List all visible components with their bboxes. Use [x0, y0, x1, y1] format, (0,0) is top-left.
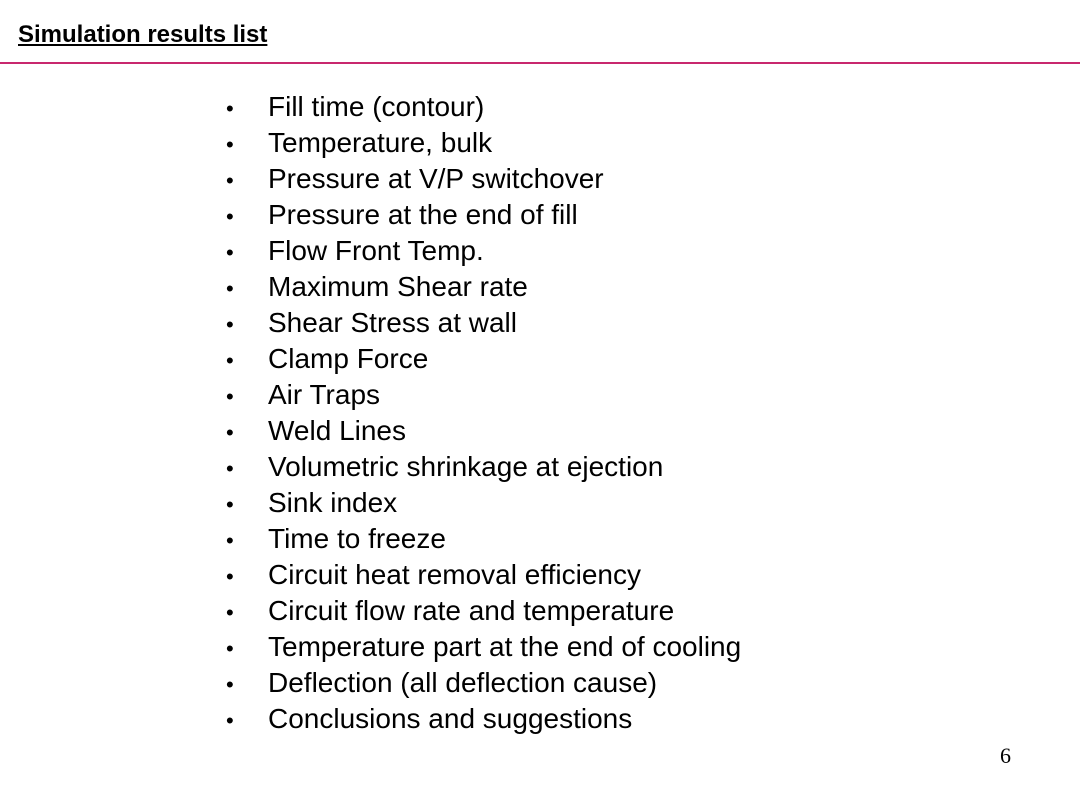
bullet-icon: • [226, 564, 234, 589]
list-item [226, 449, 741, 485]
list-item [226, 701, 741, 737]
bullet-icon: • [226, 672, 234, 697]
list-item-label: Weld Lines [268, 415, 407, 446]
slide-title: Simulation results list [18, 21, 268, 48]
bullet-icon: • [226, 240, 234, 265]
list-item-label: Temperature, bulk [268, 127, 493, 158]
bullet-icon: • [226, 348, 234, 373]
bullet-icon: • [226, 132, 234, 157]
bullet-icon: • [226, 384, 234, 409]
list-item-label: Circuit heat removal efficiency [268, 559, 641, 590]
list-item-label: Fill time (contour) [268, 91, 485, 122]
bullet-icon: • [226, 708, 234, 733]
list-item [226, 557, 741, 593]
list-item-label: Sink index [268, 487, 398, 518]
list-item-label: Pressure at V/P switchover [268, 163, 604, 194]
bullet-icon: • [226, 96, 234, 121]
list-item-label: Maximum Shear rate [268, 271, 528, 302]
bullet-icon: • [226, 456, 234, 481]
bullet-icon: • [226, 420, 234, 445]
list-item [226, 593, 741, 629]
list-item [226, 377, 741, 413]
list-item-label: Time to freeze [268, 523, 446, 554]
bullet-icon: • [226, 168, 234, 193]
list-item [226, 485, 741, 521]
list-item [226, 305, 741, 341]
list-item-label: Conclusions and suggestions [268, 703, 633, 734]
list-item [226, 629, 741, 665]
list-item-label: Pressure at the end of fill [268, 199, 578, 230]
list-item-label: Air Traps [268, 379, 381, 410]
bullet-icon: • [226, 636, 234, 661]
list-item [226, 413, 741, 449]
bullet-icon: • [226, 204, 234, 229]
list-item [226, 161, 741, 197]
list-item [226, 89, 741, 125]
list-item [226, 197, 741, 233]
bullet-icon: • [226, 312, 234, 337]
list-item-label: Deflection (all deflection cause) [268, 667, 658, 698]
bullet-icon: • [226, 528, 234, 553]
list-item [226, 233, 741, 269]
list-item-label: Clamp Force [268, 343, 429, 374]
bullet-icon: • [226, 492, 234, 517]
list-item-label: Circuit flow rate and temperature [268, 595, 675, 626]
list-item [226, 125, 741, 161]
list-item [226, 665, 741, 701]
results-list [226, 89, 741, 737]
bullet-icon: • [226, 600, 234, 625]
list-item-label: Shear Stress at wall [268, 307, 517, 338]
list-item [226, 521, 741, 557]
list-item [226, 341, 741, 377]
page-number: 6 [1000, 743, 1011, 768]
title-divider [0, 62, 1080, 64]
list-item-label: Volumetric shrinkage at ejection [268, 451, 664, 482]
list-item-label: Flow Front Temp. [268, 235, 484, 266]
bullet-icon: • [226, 276, 234, 301]
list-item-label: Temperature part at the end of cooling [268, 631, 742, 662]
list-item [226, 269, 741, 305]
